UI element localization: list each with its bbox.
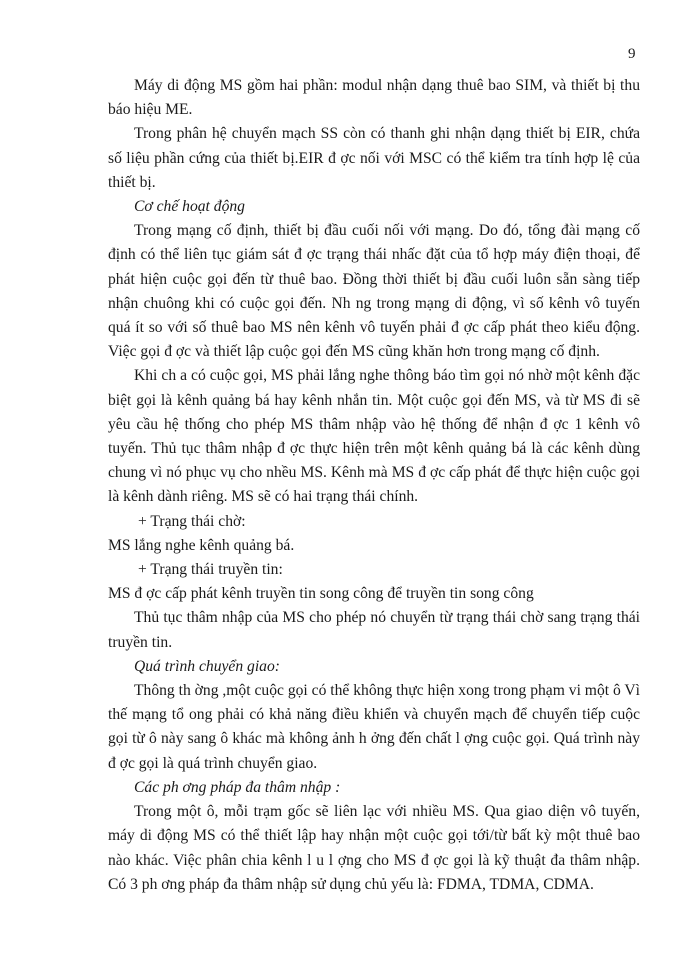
heading-multiple-access: Các ph ơng pháp đa thâm nhập :: [134, 778, 341, 796]
paragraph-multiple-access: Trong một ô, mỗi trạm gốc sẽ liên lạc với nhiều MS. Qua giao diện vô tuyến, máy di động MS có thể thiết lập hay nhận một cuộc gọi tới/từ bất kỳ một thuê bao nào khác. Việc phân chia kênh l u l ợng cho MS đ ợc gọi là kỹ thuật đa thâm nhập. Có 3 ph ơng pháp đa thâm nhập sử dụng chủ yếu là: FDMA, TDMA, CDMA.: [108, 803, 640, 893]
paragraph-handover: Thông th ờng ,một cuộc gọi có thể không thực hiện xong trong phạm vi một ô Vì thế mạng tổ ong phải có khả năng điều khiển và chuyển mạch để chuyển tiếp cuộc gọi từ ô này sang ô khác mà không ảnh h ởng đến chất l ợng cuộc gọi. Quá trình này đ ợc gọi là quá trình chuyển giao.: [108, 682, 640, 772]
page-number: 9: [628, 46, 636, 62]
paragraph-eir: Trong phân hệ chuyển mạch SS còn có thanh ghi nhận dạng thiết bị EIR, chứa số liệu phần cứng của thiết bị.EIR đ ợc nối với MSC có thể kiểm tra tính hợp lệ của thiết bị.: [108, 125, 640, 191]
paragraph-fixed-vs-mobile: Trong mạng cố định, thiết bị đầu cuối nối với mạng. Do đó, tổng đài mạng cố định có thể liên tục giám sát đ ợc trạng thái nhấc đặt của tổ hợp máy điện thoại, để phát hiện cuộc gọi đến từ thuê bao. Đồng thời thiết bị đầu cuối luôn sẵn sàng tiếp nhận chuông khi có cuộc gọi đến. Nh ng trong mạng di động, vì số kênh vô tuyến quá ít so với số thuê bao MS nên kênh vô tuyến phải đ ợc cấp phát theo kiểu động. Việc gọi đ ợc và thiết lập cuộc gọi đến MS cũng khăn hơn trong mạng cố định.: [108, 222, 640, 361]
paragraph-ms-components: Máy di động MS gồm hai phần: modul nhận dạng thuê bao SIM, và thiết bị thu báo hiệu ME.: [108, 77, 640, 119]
paragraph-access-procedure: Thủ tục thâm nhập của MS cho phép nó chuyển từ trạng thái chờ sang trạng thái truyền tin.: [108, 609, 640, 651]
paragraph-transmit-state: MS đ ợc cấp phát kênh truyền tin song công để truyền tin song công: [108, 585, 534, 603]
paragraph-paging: Khi ch a có cuộc gọi, MS phải lắng nghe thông báo tìm gọi nó nhờ một kênh đặc biệt gọi là kênh quảng bá hay kênh nhắn tin. Một cuộc gọi đến MS, và từ MS đi sẽ yêu cầu hệ thống cho phép MS thâm nhập vào hệ thống để nhận đ ợc 1 kênh vô tuyến. Thủ tục thâm nhập đ ợc thực hiện trên một kênh quảng bá là các kênh dùng chung vì nó phục vụ cho nhều MS. Kênh mà MS đ ợc cấp phát để thực hiện cuộc gọi là kênh dành riêng. MS sẽ có hai trạng thái chính.: [108, 367, 640, 506]
document-body: [108, 74, 640, 897]
bullet-transmit-state: + Trạng thái truyền tin:: [138, 561, 283, 579]
heading-handover: Quá trình chuyển giao:: [134, 657, 280, 675]
bullet-idle-state: + Trạng thái chờ:: [138, 512, 246, 530]
paragraph-idle-state: MS lắng nghe kênh quảng bá.: [108, 536, 295, 554]
heading-operation-mechanism: Cơ chế hoạt động: [134, 198, 245, 216]
